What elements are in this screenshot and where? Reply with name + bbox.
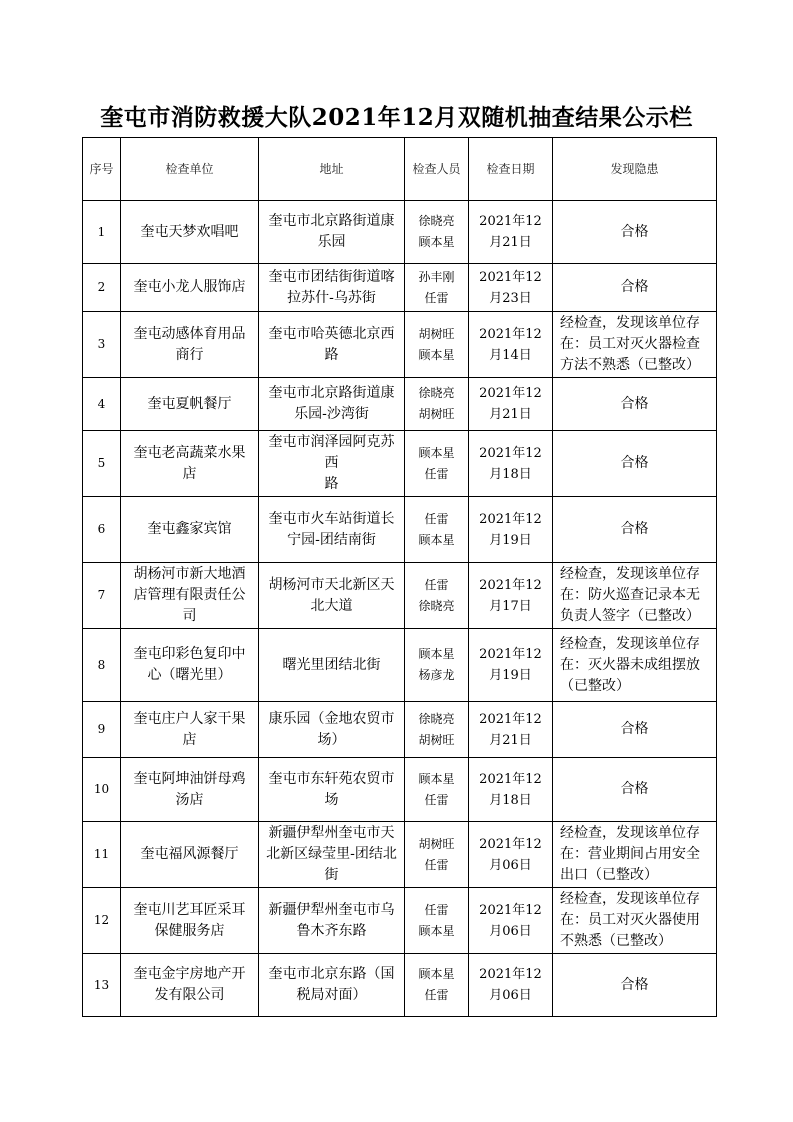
- hazard-finding-cell: 经检查，发现该单位存 在：防火巡查记录本无 负责人签字（已整改）: [553, 563, 717, 629]
- row-number-cell: 5: [83, 431, 121, 497]
- inspection-date-cell: 2021年12 月21日: [469, 378, 553, 431]
- inspection-date-cell: 2021年12 月19日: [469, 497, 553, 563]
- inspection-date-cell: 2021年12 月21日: [469, 201, 553, 264]
- table-header-row: [83, 138, 717, 201]
- hazard-finding-cell: 经检查，发现该单位存 在：营业期间占用安全 出口（已整改）: [553, 822, 717, 888]
- row-number-cell: 8: [83, 629, 121, 702]
- inspection-date-cell: 2021年12 月06日: [469, 822, 553, 888]
- inspected-unit-cell: 奎屯阿坤油饼母鸡 汤店: [121, 758, 259, 822]
- row-number-cell: 1: [83, 201, 121, 264]
- table-row: [83, 888, 717, 954]
- inspectors-cell: 顾本星 任雷: [405, 758, 469, 822]
- header-date: 检查日期: [469, 138, 553, 201]
- inspection-date-cell: 2021年12 月17日: [469, 563, 553, 629]
- table-row: [83, 822, 717, 888]
- inspection-date-cell: 2021年12 月19日: [469, 629, 553, 702]
- hazard-finding-cell: 合格: [553, 378, 717, 431]
- inspected-unit-cell: 奎屯夏帆餐厅: [121, 378, 259, 431]
- table-row: [83, 758, 717, 822]
- row-number-cell: 10: [83, 758, 121, 822]
- inspection-date-cell: 2021年12 月23日: [469, 264, 553, 312]
- unit-address-cell: 新疆伊犁州奎屯市乌 鲁木齐东路: [259, 888, 405, 954]
- inspection-date-cell: 2021年12 月21日: [469, 702, 553, 758]
- row-number-cell: 13: [83, 954, 121, 1017]
- inspectors-cell: 任雷 顾本星: [405, 497, 469, 563]
- table-row: [83, 201, 717, 264]
- inspected-unit-cell: 奎屯庄户人家干果 店: [121, 702, 259, 758]
- hazard-finding-cell: 合格: [553, 954, 717, 1017]
- hazard-finding-cell: 合格: [553, 497, 717, 563]
- unit-address-cell: 奎屯市团结街街道喀 拉苏什-乌苏街: [259, 264, 405, 312]
- inspectors-cell: 徐晓亮 胡树旺: [405, 702, 469, 758]
- table-row: [83, 702, 717, 758]
- inspectors-cell: 任雷 顾本星: [405, 888, 469, 954]
- header-inspectors: 检查人员: [405, 138, 469, 201]
- hazard-finding-cell: 经检查，发现该单位存 在：员工对灭火器使用 不熟悉（已整改）: [553, 888, 717, 954]
- inspected-unit-cell: 奎屯印彩色复印中 心（曙光里）: [121, 629, 259, 702]
- hazard-finding-cell: 合格: [553, 264, 717, 312]
- row-number-cell: 9: [83, 702, 121, 758]
- unit-address-cell: 曙光里团结北街: [259, 629, 405, 702]
- unit-address-cell: 奎屯市东轩苑农贸市 场: [259, 758, 405, 822]
- row-number-cell: 11: [83, 822, 121, 888]
- table-row: [83, 378, 717, 431]
- unit-address-cell: 奎屯市火车站街道长 宁园-团结南街: [259, 497, 405, 563]
- hazard-finding-cell: 合格: [553, 201, 717, 264]
- row-number-cell: 6: [83, 497, 121, 563]
- inspection-date-cell: 2021年12 月18日: [469, 431, 553, 497]
- table-row: [83, 312, 717, 378]
- unit-address-cell: 奎屯市北京东路（国 税局对面）: [259, 954, 405, 1017]
- table-row: [83, 563, 717, 629]
- inspectors-cell: 顾本星 任雷: [405, 954, 469, 1017]
- unit-address-cell: 新疆伊犁州奎屯市天 北新区绿莹里-团结北 街: [259, 822, 405, 888]
- inspected-unit-cell: 奎屯福风源餐厅: [121, 822, 259, 888]
- header-unit: 检查单位: [121, 138, 259, 201]
- row-number-cell: 4: [83, 378, 121, 431]
- inspectors-cell: 孙丰刚 任雷: [405, 264, 469, 312]
- inspection-date-cell: 2021年12 月06日: [469, 954, 553, 1017]
- unit-address-cell: 奎屯市润泽园阿克苏西 路: [259, 431, 405, 497]
- header-no: 序号: [83, 138, 121, 201]
- row-number-cell: 3: [83, 312, 121, 378]
- inspected-unit-cell: 胡杨河市新大地酒 店管理有限责任公 司: [121, 563, 259, 629]
- inspection-date-cell: 2021年12 月14日: [469, 312, 553, 378]
- inspected-unit-cell: 奎屯金宇房地产开 发有限公司: [121, 954, 259, 1017]
- table-row: [83, 431, 717, 497]
- table-row: [83, 629, 717, 702]
- hazard-finding-cell: 合格: [553, 431, 717, 497]
- unit-address-cell: 奎屯市哈英德北京西 路: [259, 312, 405, 378]
- inspectors-cell: 任雷 徐晓亮: [405, 563, 469, 629]
- inspection-results-table: [82, 137, 717, 1017]
- header-finding: 发现隐患: [553, 138, 717, 201]
- page-title: 奎屯市消防救援大队2021年12月双随机抽查结果公示栏: [100, 104, 693, 131]
- header-address: 地址: [259, 138, 405, 201]
- row-number-cell: 12: [83, 888, 121, 954]
- inspection-date-cell: 2021年12 月06日: [469, 888, 553, 954]
- hazard-finding-cell: 合格: [553, 758, 717, 822]
- inspected-unit-cell: 奎屯鑫家宾馆: [121, 497, 259, 563]
- inspectors-cell: 顾本星 杨彦龙: [405, 629, 469, 702]
- row-number-cell: 7: [83, 563, 121, 629]
- unit-address-cell: 康乐园（金地农贸市 场）: [259, 702, 405, 758]
- inspected-unit-cell: 奎屯动感体育用品 商行: [121, 312, 259, 378]
- hazard-finding-cell: 经检查，发现该单位存 在：灭火器未成组摆放 （已整改）: [553, 629, 717, 702]
- inspectors-cell: 徐晓亮 顾本星: [405, 201, 469, 264]
- inspected-unit-cell: 奎屯老高蔬菜水果 店: [121, 431, 259, 497]
- table-row: [83, 264, 717, 312]
- hazard-finding-cell: 合格: [553, 702, 717, 758]
- hazard-finding-cell: 经检查，发现该单位存 在：员工对灭火器检查 方法不熟悉（已整改）: [553, 312, 717, 378]
- inspectors-cell: 胡树旺 顾本星: [405, 312, 469, 378]
- unit-address-cell: 奎屯市北京路街道康 乐园-沙湾街: [259, 378, 405, 431]
- inspectors-cell: 徐晓亮 胡树旺: [405, 378, 469, 431]
- inspectors-cell: 顾本星 任雷: [405, 431, 469, 497]
- inspected-unit-cell: 奎屯川艺耳匠采耳 保健服务店: [121, 888, 259, 954]
- unit-address-cell: 奎屯市北京路街道康 乐园: [259, 201, 405, 264]
- inspection-date-cell: 2021年12 月18日: [469, 758, 553, 822]
- inspected-unit-cell: 奎屯小龙人服饰店: [121, 264, 259, 312]
- unit-address-cell: 胡杨河市天北新区天 北大道: [259, 563, 405, 629]
- table-row: [83, 954, 717, 1017]
- table-row: [83, 497, 717, 563]
- row-number-cell: 2: [83, 264, 121, 312]
- inspected-unit-cell: 奎屯天梦欢唱吧: [121, 201, 259, 264]
- inspectors-cell: 胡树旺 任雷: [405, 822, 469, 888]
